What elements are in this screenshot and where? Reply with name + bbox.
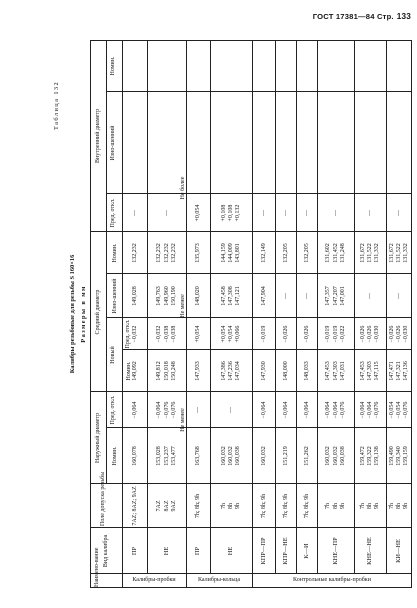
header-middle: Средний диаметр: [95, 289, 101, 335]
cell-m_worn: 147,904: [260, 286, 267, 306]
cell-m_dev: −0,026: [303, 325, 310, 343]
row-type: КНЕ—ПР: [331, 537, 339, 565]
header-field: Поле допуска резьбы: [100, 471, 106, 526]
header-mid-dev: Пред. откл.: [125, 319, 131, 349]
cell-o_dev: −0,064: [260, 401, 267, 419]
header-outer-dev: Пред. откл.: [110, 395, 116, 425]
cell-m_dev: −0,030: [374, 325, 381, 343]
cell-o_dev: −0,054: [388, 401, 395, 419]
cell-m_worn: 147,121: [235, 286, 242, 306]
row-field: 9h: [235, 503, 242, 509]
gost-number: ГОСТ 17381—84: [312, 12, 375, 21]
cell-i_dev: —: [282, 210, 289, 216]
cell-m_nom: 147,031: [339, 361, 346, 381]
group-g3: Контрольные калибры-пробки: [293, 577, 371, 583]
cell-m_nom: 150,018: [163, 361, 170, 381]
cell-m_dev: −0,019: [325, 325, 332, 343]
cell-i_nom: 144,159: [220, 243, 227, 263]
grid-line: [252, 40, 253, 574]
cell-i_nom: 131,332: [374, 243, 381, 263]
cell-o_nom: 153,028: [156, 446, 163, 466]
cell-o_dev: −0,076: [170, 401, 177, 419]
header-new: Новый: [110, 346, 116, 364]
cell-m_dev: −0,030: [403, 325, 410, 343]
row-field: 7h: [220, 503, 227, 509]
cell-m_dev: +0,054: [195, 325, 201, 343]
row-type: КИ—НЕ: [395, 539, 402, 563]
cell-i_dev: —: [131, 210, 138, 216]
grid-line: [210, 40, 211, 574]
page-header: [0, 0, 417, 30]
cell-o_nom: 153,237: [163, 446, 170, 466]
cell-i_dev: +0,108: [220, 204, 227, 222]
cell-i_nom: 132,232: [163, 243, 170, 263]
grid-line: [106, 232, 107, 392]
cell-o_nom: 160,032: [325, 446, 332, 466]
cell-i_dev: —: [303, 210, 310, 216]
grid-line: [106, 392, 107, 484]
cell-i_nom: 132,205: [282, 243, 289, 263]
header-outer-nom: Номин.: [112, 446, 118, 466]
row-field: 7h: [388, 503, 395, 509]
cell-i_nom: 132,232: [131, 243, 138, 263]
header-type: Вид калибра: [103, 534, 109, 568]
cell-m_dev: −0,032: [131, 325, 138, 343]
cell-m_dev: −0,019: [332, 325, 339, 343]
cell-m_nom: 147,321: [396, 361, 402, 381]
grid-line: [386, 40, 387, 574]
header-inner: Внутренний диаметр: [95, 109, 101, 163]
table-subtitle: Размеры в мм: [80, 285, 87, 343]
cell-i_nom: 131,522: [396, 243, 402, 263]
cell-i_dev: +0,108: [228, 204, 234, 222]
cell-m_worn: —: [303, 293, 310, 299]
cell-i_dev: —: [260, 210, 267, 216]
cell-m_nom: 147,930: [260, 361, 267, 381]
row-type: НЕ: [227, 546, 234, 556]
cell-m_nom: 147,136: [403, 361, 410, 381]
note-not-less-outer: Не менее: [180, 408, 186, 432]
table-label: Таблица 132: [53, 80, 60, 130]
row-field: 7h; 8h; 9h: [260, 493, 267, 519]
grid-line: [186, 40, 187, 574]
cell-m_dev: −0,038: [170, 325, 177, 343]
cell-i_dev: —: [396, 210, 402, 216]
cell-m_worn: 147,308: [228, 286, 234, 306]
header-mid-nom: Номин.: [126, 361, 132, 381]
row-field: 8h: [396, 503, 402, 509]
row-field: 7h: [325, 503, 332, 509]
cell-m_dev: +0,066: [235, 325, 242, 343]
group-g1: Калибры-пробки: [132, 577, 176, 583]
rotated-table-page: [48, 40, 412, 588]
cell-o_dev: −0,064: [359, 401, 366, 419]
cell-m_dev: −0,019: [260, 325, 267, 343]
cell-m_nom: 149,092: [131, 361, 138, 381]
cell-i_nom: 132,232: [170, 243, 177, 263]
cell-i_nom: 131,602: [325, 243, 332, 263]
row-field: 9h: [403, 503, 410, 509]
grid-line: [296, 40, 297, 574]
cell-m_dev: +0,054: [220, 325, 227, 343]
cell-i_nom: 131,332: [403, 243, 410, 263]
cell-o_nom: 160,032: [332, 446, 339, 466]
cell-m_dev: −0,022: [339, 325, 346, 343]
cell-m_worn: —: [396, 293, 402, 299]
cell-o_nom: 163,768: [195, 446, 201, 466]
cell-o_nom: 160,038: [235, 446, 242, 466]
cell-m_dev: −0,026: [396, 325, 402, 343]
cell-i_nom: 143,801: [235, 243, 242, 263]
cell-m_nom: 147,386: [220, 361, 227, 381]
row-field: 8h: [332, 503, 339, 509]
cell-o_dev: −0,064: [332, 401, 339, 419]
cell-m_nom: 147,115: [374, 361, 381, 381]
row-field: 9h: [374, 503, 381, 509]
cell-o_dev: −0,076: [374, 401, 381, 419]
cell-m_nom: 147,236: [228, 361, 234, 381]
header-name: Наимено-вание: [94, 547, 100, 587]
page-number: 133: [396, 12, 411, 21]
cell-m_nom: 147,933: [195, 361, 201, 381]
cell-m_worn: 147,458: [220, 286, 227, 306]
cell-m_nom: 148,000: [282, 361, 289, 381]
row-field: 7h; 8h; 9h: [195, 493, 201, 519]
row-field: 7AZ; 8AZ; 9AZ: [131, 486, 138, 526]
row-field: 9h: [339, 503, 346, 509]
cell-o_nom: 159,159: [403, 446, 410, 466]
cell-m_worn: 149,028: [131, 286, 138, 306]
cell-m_dev: +0,054: [228, 325, 234, 343]
row-type: К—И: [302, 543, 310, 559]
cell-i_nom: 131,248: [339, 243, 346, 263]
row-field: 7h; 8h; 9h: [303, 493, 310, 519]
cell-o_nom: 160,032: [220, 446, 227, 466]
cell-o_nom: 151,219: [282, 446, 289, 466]
cell-o_dev: −0,076: [163, 401, 170, 419]
cell-i_dev: —: [367, 210, 373, 216]
cell-m_dev: −0,026: [367, 325, 373, 343]
grid-line: [275, 40, 276, 574]
row-field: 7h; 8h; 9h: [282, 493, 289, 519]
cell-i_dev: +0,054: [195, 204, 201, 222]
cell-i_nom: 131,672: [388, 243, 395, 263]
row-type: ПР: [130, 546, 138, 556]
cell-o_dev: —: [195, 407, 201, 413]
cell-m_worn: —: [367, 293, 373, 299]
grid-line: [122, 40, 123, 574]
row-field: 7AZ: [156, 500, 163, 512]
row-type: КПР—НЕ: [281, 537, 289, 565]
grid-line: [106, 40, 107, 232]
cell-o_nom: 160,078: [131, 446, 138, 466]
cell-o_dev: −0,064: [367, 401, 373, 419]
cell-m_nom: 147,453: [325, 361, 332, 381]
cell-m_worn: 149,960: [163, 286, 170, 306]
cell-o_dev: −0,064: [156, 401, 163, 419]
row-field: 8h: [228, 503, 234, 509]
cell-m_nom: 147,034: [235, 361, 242, 381]
cell-m_nom: 147,303: [332, 361, 339, 381]
header-mid-worn: Изно-шенний: [112, 278, 118, 314]
row-field: 9AZ: [170, 500, 177, 512]
grid-line: [317, 40, 318, 574]
cell-i_nom: 131,672: [359, 243, 366, 263]
cell-o_nom: 159,322: [367, 446, 373, 466]
group-g2: Калибры-кольца: [197, 577, 241, 583]
cell-m_nom: 150,248: [170, 361, 177, 381]
cell-m_worn: 150,190: [170, 286, 177, 306]
cell-o_nom: 159,472: [359, 446, 366, 466]
row-field: 7h: [359, 503, 366, 509]
row-type: ПР: [194, 546, 201, 556]
cell-o_nom: 153,477: [170, 446, 177, 466]
cell-m_nom: 147,303: [367, 361, 373, 381]
row-type: КПР—ПР: [259, 537, 267, 565]
cell-o_nom: 160,032: [228, 446, 234, 466]
cell-m_nom: 147,453: [359, 361, 366, 381]
grid-line: [147, 40, 148, 574]
cell-i_dev: —: [332, 210, 339, 216]
row-type: КНЕ—НЕ: [366, 537, 373, 565]
grid-line: [354, 40, 355, 574]
cell-o_nom: 159,490: [388, 446, 395, 466]
cell-i_nom: 131,522: [367, 243, 373, 263]
cell-o_dev: −0,054: [396, 401, 402, 419]
cell-i_nom: 135,973: [195, 243, 201, 263]
row-type: НЕ: [162, 546, 170, 556]
note-not-more: Не более: [180, 176, 186, 200]
note-not-less-middle: Не менее: [180, 294, 186, 318]
cell-o_nom: 159,138: [374, 446, 381, 466]
cell-m_dev: −0,038: [163, 325, 170, 343]
cell-o_dev: −0,076: [403, 401, 410, 419]
cell-m_nom: 147,471: [388, 361, 395, 381]
header-inner-nom: Номин.: [112, 243, 118, 263]
header-inner-worn: Изно-шенний: [110, 125, 116, 161]
cell-i_nom: 132,149: [260, 243, 267, 263]
cell-m_dev: −0,026: [282, 325, 289, 343]
cell-o_dev: −0,064: [303, 401, 310, 419]
cell-m_dev: −0,032: [156, 325, 163, 343]
cell-m_worn: —: [282, 293, 289, 299]
cell-m_dev: −0,026: [359, 325, 366, 343]
cell-m_nom: 149,812: [156, 361, 163, 381]
cell-o_nom: 160,038: [339, 446, 346, 466]
cell-i_nom: 132,205: [303, 243, 310, 263]
cell-m_worn: 149,763: [156, 286, 163, 306]
cell-i_nom: 132,232: [156, 243, 163, 263]
cell-o_dev: −0,064: [325, 401, 332, 419]
cell-i_nom: 144,009: [228, 243, 234, 263]
page-label: Стр.: [376, 12, 394, 21]
header-outer: Наружный диаметр: [95, 412, 101, 464]
cell-o_nom: 159,340: [396, 446, 402, 466]
cell-o_dev: −0,076: [339, 401, 346, 419]
table-title: Калибры резьбовые для резьбы S 160×16: [69, 254, 76, 374]
cell-m_worn: 148,020: [195, 286, 201, 306]
header-inner-x: Номин.: [110, 56, 116, 76]
cell-o_dev: −0,064: [282, 401, 289, 419]
cell-m_nom: 148,033: [303, 361, 310, 381]
cell-i_dev: +0,132: [235, 204, 242, 222]
grid-line: [90, 573, 412, 574]
cell-o_nom: 160,032: [260, 446, 267, 466]
row-field: 8h: [367, 503, 373, 509]
cell-o_dev: —: [228, 407, 234, 413]
cell-i_nom: 131,452: [332, 243, 339, 263]
cell-m_worn: 147,357: [325, 286, 332, 306]
header-text: [313, 12, 411, 21]
cell-m_worn: 147,001: [339, 286, 346, 306]
grid-line: [106, 91, 412, 92]
cell-m_dev: −0,026: [388, 325, 395, 343]
cell-o_dev: −0,064: [131, 401, 138, 419]
cell-i_dev: —: [163, 210, 170, 216]
header-inner-dev: Пред. откл.: [110, 198, 116, 228]
cell-m_worn: 147,207: [332, 286, 339, 306]
cell-o_nom: 151,262: [303, 446, 310, 466]
row-field: 8AZ: [163, 500, 170, 512]
